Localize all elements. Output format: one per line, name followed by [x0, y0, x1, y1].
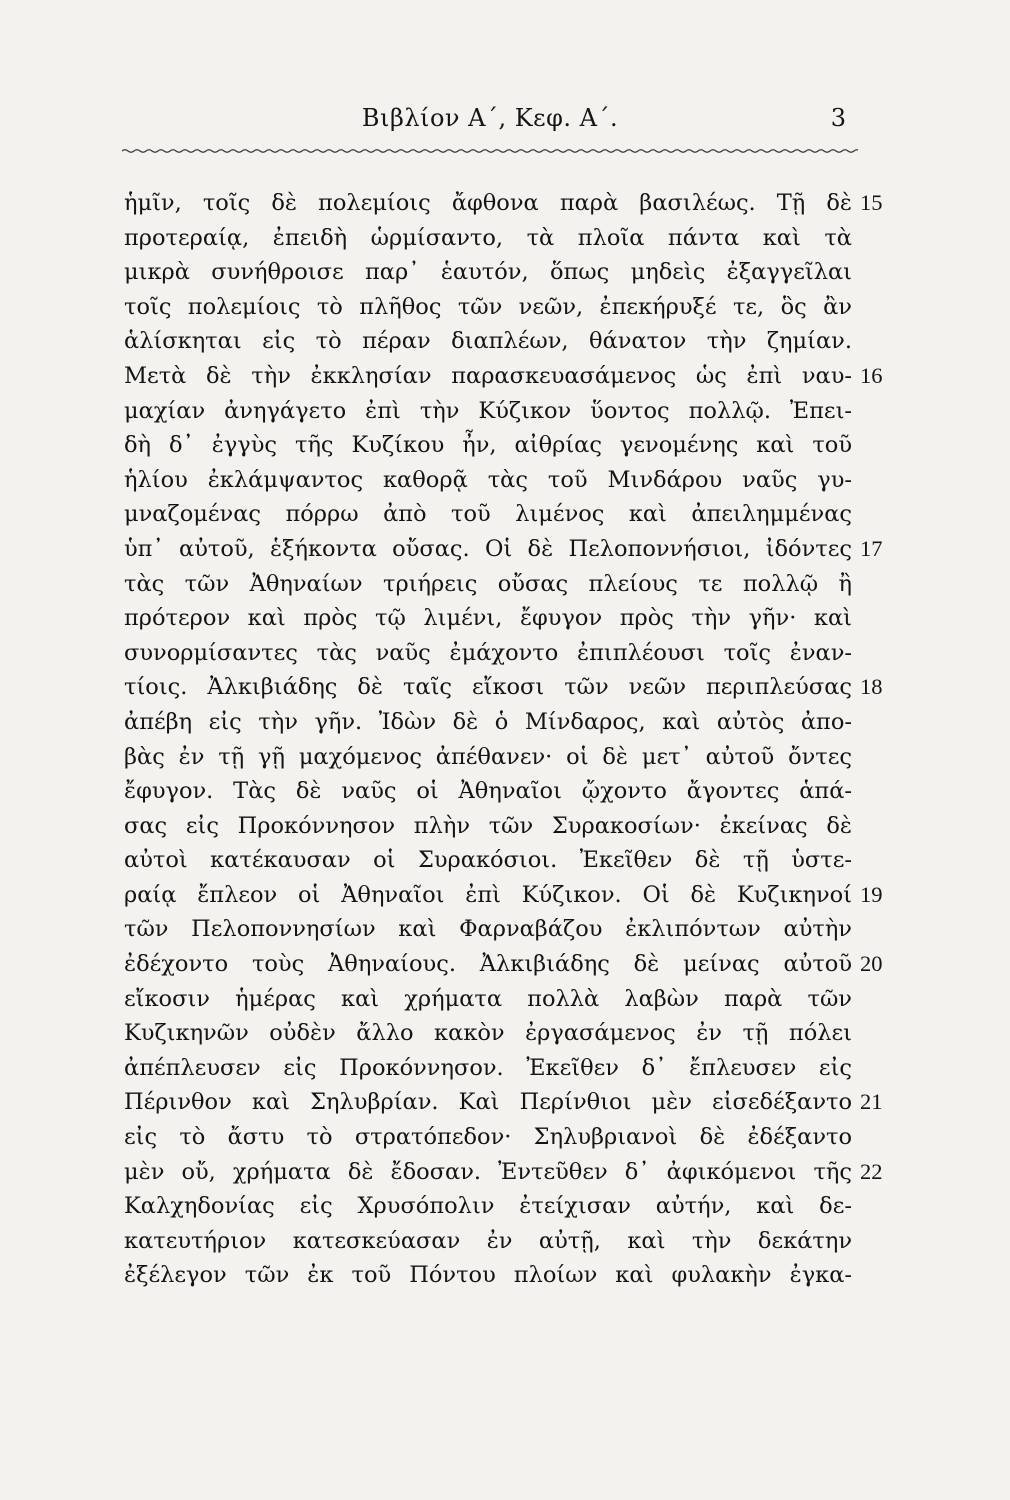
line-text: ραίᾳ ἔπλεον οἱ Ἀθηναῖοι ἐπὶ Κύζικον. Οἱ δὲ Κυζικηνοί	[124, 881, 852, 908]
text-line	[124, 912, 852, 947]
line-text: εἴκοσιν ἡμέρας καὶ χρήματα πολλὰ λαβὼν παρὰ τῶν	[124, 985, 852, 1012]
line-text: Καλχηδονίας εἰς Χρυσόπολιν ἐτείχισαν αὐτήν, καὶ δε-	[124, 1193, 852, 1220]
line-text: ἀπέπλευσεν εἰς Προκόννησον. Ἐκεῖθεν δ᾽ ἔπλευσεν εἰς	[124, 1054, 852, 1081]
text-line	[124, 463, 852, 498]
margin-section-number: 17	[860, 535, 883, 561]
line-text: μαχίαν ἀνηγάγετο ἐπὶ τὴν Κύζικον ὕοντος πολλῷ. Ἐπει-	[124, 397, 852, 424]
text-line	[124, 705, 852, 740]
page-number: 3	[830, 104, 846, 132]
margin-section-number: 18	[860, 674, 883, 700]
line-text: ἡλίου ἐκλάμψαντος καθορᾷ τὰς τοῦ Μινδάρου ναῦς γυ-	[124, 466, 852, 493]
line-text: σας εἰς Προκόννησον πλὴν τῶν Συρακοσίων· ἐκείνας δὲ	[124, 812, 852, 839]
text-line	[124, 428, 852, 463]
text-line	[124, 809, 852, 844]
text-line	[124, 359, 883, 394]
line-text: Κυζικηνῶν οὐδὲν ἄλλο κακὸν ἐργασάμενος ἐν τῇ πόλει	[124, 1020, 852, 1047]
line-text: ἀπέβη εἰς τὴν γῆν. Ἰδὼν δὲ ὁ Μίνδαρος, καὶ αὐτὸς ἀπο-	[124, 708, 852, 735]
text-line	[124, 394, 852, 429]
margin-section-number: 22	[860, 1158, 883, 1184]
text-line	[124, 221, 852, 256]
text-line	[124, 1155, 883, 1190]
text-line	[124, 1085, 883, 1120]
text-line	[124, 670, 883, 705]
line-text: ὑπ᾽ αὐτοῦ, ἑξήκοντα οὔσας. Οἱ δὲ Πελοποννήσιοι, ἰδόντες	[124, 535, 852, 562]
text-line	[124, 843, 852, 878]
line-text: τῶν Πελοποννησίων καὶ Φαρναβάζου ἐκλιπόντων αὐτὴν	[124, 916, 852, 943]
line-text: ἐδέχοντο τοὺς Ἀθηναίους. Ἀλκιβιάδης δὲ μείνας αὐτοῦ	[124, 951, 852, 978]
line-text: μικρὰ συνήθροισε παρ᾽ ἑαυτόν, ὅπως μηδεὶς ἐξαγγεῖλαι	[124, 259, 852, 286]
header-wavy-rule	[122, 148, 858, 154]
line-text: κατευτήριον κατεσκεύασαν ἐν αὐτῇ, καὶ τὴν δεκάτην	[124, 1227, 852, 1254]
line-text: προτεραίᾳ, ἐπειδὴ ὡρμίσαντο, τὰ πλοῖα πάντα καὶ τὰ	[124, 224, 852, 251]
line-text: εἰς τὸ ἄστυ τὸ στρατόπεδον· Σηλυβριανοὶ δὲ ἐδέξαντο	[124, 1124, 852, 1151]
text-line	[124, 567, 852, 602]
text-line	[124, 774, 852, 809]
margin-section-number: 19	[860, 881, 883, 907]
text-line	[124, 636, 852, 671]
line-text: πρότερον καὶ πρὸς τῷ λιμένι, ἔφυγον πρὸς τὴν γῆν· καὶ	[124, 605, 852, 632]
line-text: Πέρινθον καὶ Σηλυβρίαν. Καὶ Περίνθιοι μὲν εἰσεδέξαντο	[124, 1089, 852, 1116]
line-text: μναζομένας πόρρω ἀπὸ τοῦ λιμένος καὶ ἀπειλημμένας	[124, 501, 852, 528]
line-text: τίοις. Ἀλκιβιάδης δὲ ταῖς εἴκοσι τῶν νεῶν περιπλεύσας	[124, 674, 852, 701]
text-line	[124, 878, 883, 913]
line-text: ἡμῖν, τοῖς δὲ πολεμίοις ἄφθονα παρὰ βασιλέως. Τῇ δὲ	[124, 190, 852, 216]
text-line	[124, 947, 883, 982]
line-text: Μετὰ δὲ τὴν ἐκκλησίαν παρασκευασάμενος ὡς ἐπὶ ναυ-	[124, 362, 852, 389]
line-text: ἁλίσκηται εἰς τὸ πέραν διαπλέων, θάνατον τὴν ζημίαν.	[124, 328, 852, 355]
margin-section-number: 20	[860, 951, 883, 977]
text-line	[124, 740, 852, 775]
line-text: δὴ δ᾽ ἐγγὺς τῆς Κυζίκου ἦν, αἰθρίας γενομένης καὶ τοῦ	[124, 432, 852, 459]
text-line	[124, 601, 852, 636]
text-line	[124, 1189, 852, 1224]
text-line	[124, 532, 883, 567]
line-text: αὐτοὶ κατέκαυσαν οἱ Συρακόσιοι. Ἐκεῖθεν δὲ τῇ ὑστε-	[124, 847, 852, 874]
line-text: ἔφυγον. Τὰς δὲ ναῦς οἱ Ἀθηναῖοι ᾤχοντο ἄγοντες ἁπά-	[124, 778, 852, 805]
text-line	[124, 1016, 852, 1051]
line-text: τὰς τῶν Ἀθηναίων τριήρεις οὔσας πλείους τε πολλῷ ἢ	[124, 570, 852, 597]
line-text: μὲν οὔ, χρήματα δὲ ἔδοσαν. Ἐντεῦθεν δ᾽ ἀφικόμενοι τῆς	[124, 1158, 852, 1185]
text-line	[124, 186, 883, 221]
text-line	[124, 1224, 852, 1259]
text-line	[124, 1258, 852, 1293]
running-head	[120, 104, 860, 144]
line-text: τοῖς πολεμίοις τὸ πλῆθος τῶν νεῶν, ἐπεκήρυξέ τε, ὃς ἂν	[124, 293, 852, 320]
text-line	[124, 255, 852, 290]
text-line	[124, 1120, 852, 1155]
line-text: βὰς ἐν τῇ γῇ μαχόμενος ἀπέθανεν· οἱ δὲ μετ᾽ αὐτοῦ ὄντες	[124, 743, 852, 770]
text-line	[124, 324, 852, 359]
line-text: ἐξέλεγον τῶν ἐκ τοῦ Πόντου πλοίων καὶ φυλακὴν ἐγκα-	[124, 1262, 852, 1289]
text-line	[124, 982, 852, 1017]
line-text: συνορμίσαντες τὰς ναῦς ἐμάχοντο ἐπιπλέουσι τοῖς ἐναν-	[124, 639, 852, 666]
running-title: Βιβλίον Α΄, Κεφ. Α΄.	[361, 104, 619, 132]
margin-section-number: 15	[860, 190, 883, 215]
text-line	[124, 290, 852, 325]
text-line	[124, 497, 852, 532]
text-line	[124, 1051, 852, 1086]
margin-section-number: 21	[860, 1089, 883, 1115]
margin-section-number: 16	[860, 362, 883, 388]
main-text	[124, 186, 883, 1293]
